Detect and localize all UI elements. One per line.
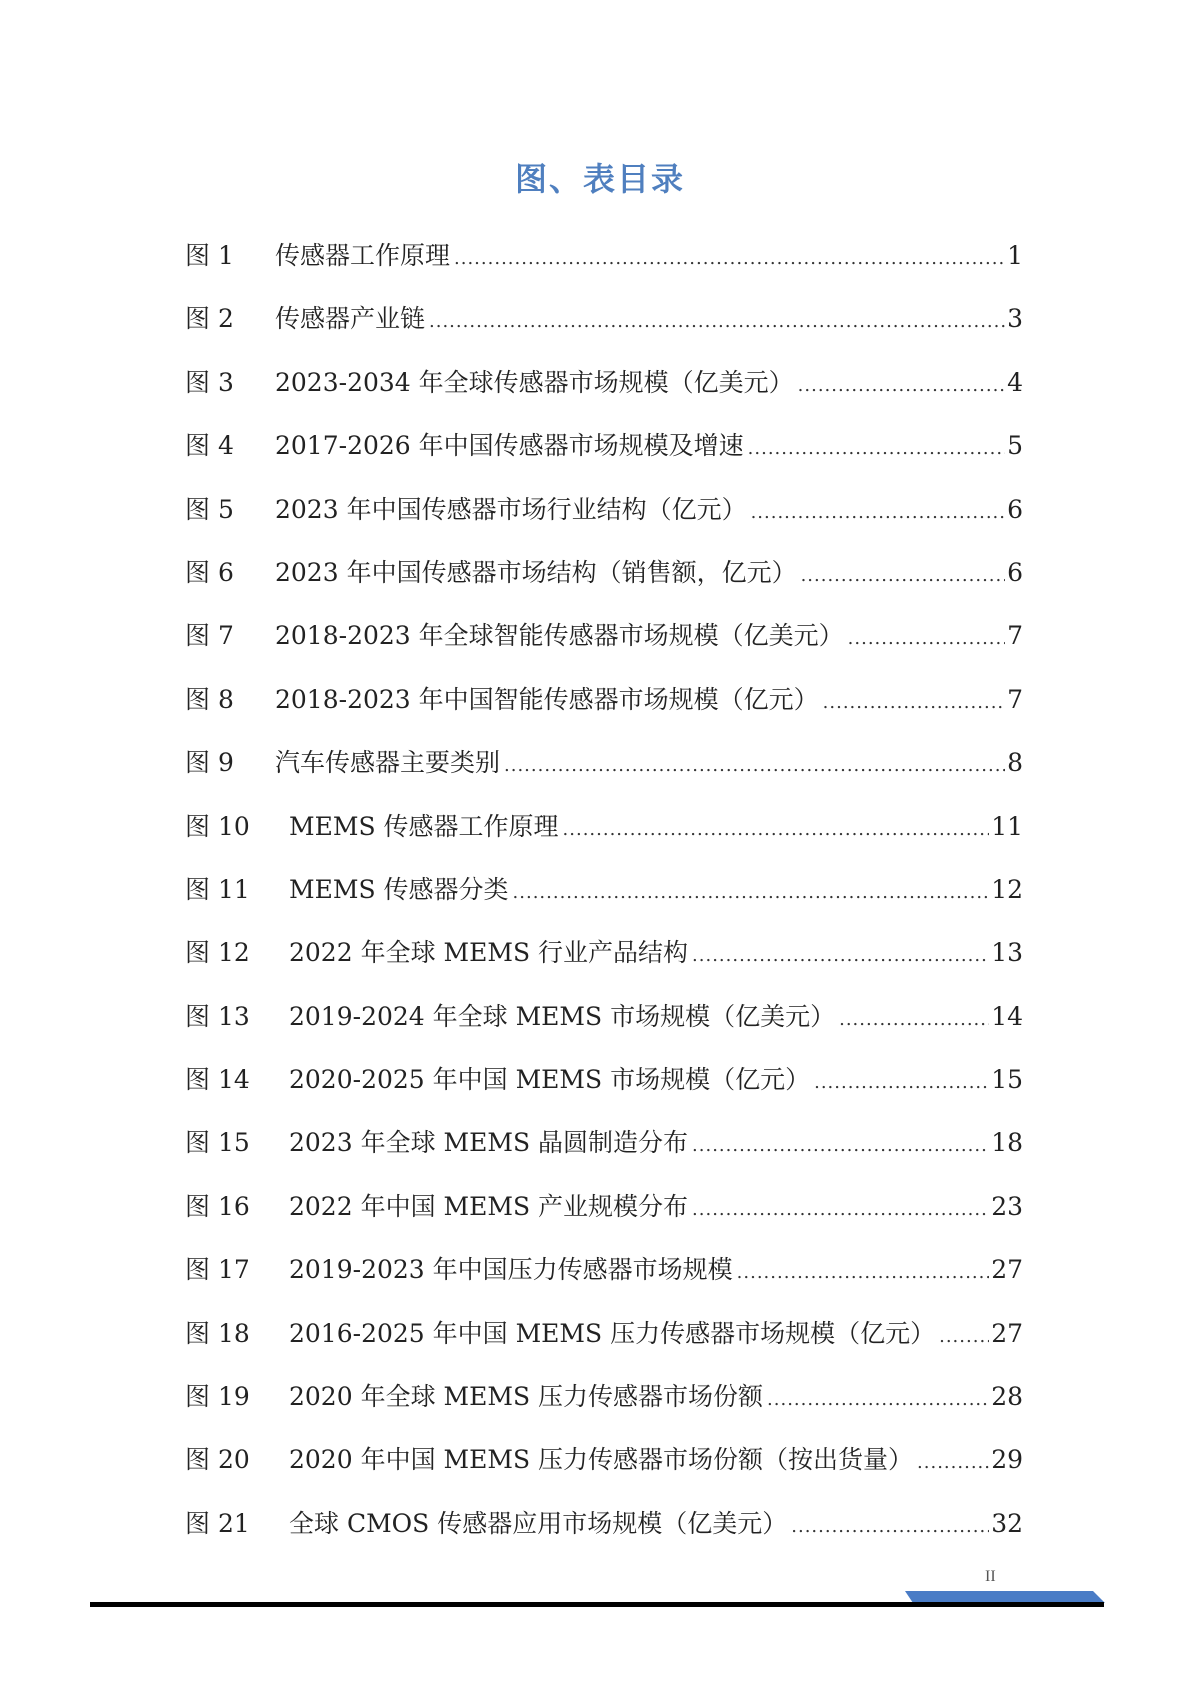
figure-title: 2019-2024 年全球 MEMS 市场规模（亿美元） — [289, 1001, 836, 1031]
leader-dots — [692, 1199, 989, 1220]
page-ref: 11 — [991, 811, 1023, 841]
page-ref: 18 — [991, 1128, 1023, 1158]
toc-entry[interactable] — [185, 490, 1023, 553]
figure-label: 图 17 — [185, 1255, 250, 1285]
page-ref: 8 — [1007, 748, 1023, 778]
figure-label: 图 2 — [185, 304, 234, 334]
toc-entry[interactable] — [185, 870, 1023, 933]
leader-dots — [917, 1452, 989, 1473]
toc-entry[interactable] — [185, 1123, 1023, 1186]
leader-dots — [791, 1516, 989, 1537]
page-ref: 1 — [1007, 241, 1023, 270]
page-ref: 5 — [1007, 431, 1023, 461]
toc-entry[interactable] — [185, 997, 1023, 1060]
leader-dots — [814, 1072, 989, 1093]
page-ref: 15 — [991, 1065, 1023, 1095]
page-ref: 14 — [991, 1001, 1023, 1031]
page-ref: 4 — [1007, 367, 1023, 397]
leader-dots — [767, 1389, 989, 1410]
figure-title: 2016-2025 年中国 MEMS 压力传感器市场规模（亿元） — [289, 1318, 936, 1348]
figure-label: 图 15 — [185, 1128, 250, 1158]
page-ref: 32 — [991, 1508, 1023, 1538]
toc-entry[interactable] — [185, 1314, 1023, 1377]
figure-table-of-contents — [185, 236, 1023, 1567]
page-ref: 28 — [991, 1382, 1023, 1412]
toc-entry[interactable] — [185, 616, 1023, 679]
page-ref: 23 — [991, 1191, 1023, 1221]
page-ref: 13 — [991, 938, 1023, 968]
leader-dots — [692, 1135, 989, 1156]
figure-label: 图 20 — [185, 1445, 250, 1475]
figure-label: 图 6 — [185, 557, 234, 587]
figure-title: 2017-2026 年中国传感器市场规模及增速 — [275, 431, 744, 461]
figure-title: 2020 年中国 MEMS 压力传感器市场份额（按出货量） — [289, 1445, 914, 1475]
leader-dots — [798, 375, 1005, 396]
toc-entry[interactable] — [185, 299, 1023, 362]
leader-dots — [823, 692, 1005, 713]
page-ref: 7 — [1007, 684, 1023, 714]
figure-title: MEMS 传感器分类 — [289, 874, 509, 904]
figure-title: 全球 CMOS 传感器应用市场规模（亿美元） — [289, 1508, 788, 1538]
toc-entry[interactable] — [185, 807, 1023, 870]
figure-title: 2022 年中国 MEMS 产业规模分布 — [289, 1191, 689, 1221]
figure-label: 图 3 — [185, 367, 234, 397]
figure-title: 汽车传感器主要类别 — [275, 748, 501, 778]
toc-entry[interactable] — [185, 1440, 1023, 1503]
leader-dots — [429, 311, 1005, 332]
leader-dots — [751, 502, 1006, 523]
figure-title: MEMS 传感器工作原理 — [289, 811, 559, 841]
leader-dots — [454, 248, 1005, 269]
toc-entry[interactable] — [185, 426, 1023, 489]
figure-title: 2023 年全球 MEMS 晶圆制造分布 — [289, 1128, 689, 1158]
figure-label: 图 18 — [185, 1318, 250, 1348]
page-ref: 7 — [1007, 621, 1023, 651]
leader-dots — [692, 945, 989, 966]
figure-label: 图 19 — [185, 1382, 250, 1412]
leader-dots — [737, 1262, 990, 1283]
figure-label: 图 12 — [185, 938, 250, 968]
figure-label: 图 1 — [185, 241, 234, 270]
figure-label: 图 11 — [185, 874, 250, 904]
toc-entry[interactable] — [185, 1187, 1023, 1250]
figure-label: 图 9 — [185, 748, 234, 778]
toc-entry[interactable] — [185, 1060, 1023, 1123]
page-ref: 6 — [1007, 557, 1023, 587]
figure-title: 2023 年中国传感器市场结构（销售额，亿元） — [275, 557, 797, 587]
page-title: 图、表目录 — [514, 160, 685, 198]
figure-label: 图 5 — [185, 494, 234, 524]
figure-title: 2019-2023 年中国压力传感器市场规模 — [289, 1255, 733, 1285]
toc-entry[interactable] — [185, 1504, 1023, 1567]
leader-dots — [748, 438, 1005, 459]
leader-dots — [848, 628, 1005, 649]
figure-label: 图 13 — [185, 1001, 250, 1031]
figure-label: 图 16 — [185, 1191, 250, 1221]
figure-label: 图 7 — [185, 621, 234, 651]
page-ref: 3 — [1007, 304, 1023, 334]
leader-dots — [504, 755, 1005, 776]
toc-entry[interactable] — [185, 553, 1023, 616]
figure-label: 图 14 — [185, 1065, 250, 1095]
page-ref: 12 — [991, 874, 1023, 904]
figure-title: 传感器工作原理 — [275, 241, 451, 270]
figure-title: 2022 年全球 MEMS 行业产品结构 — [289, 938, 689, 968]
figure-title: 2018-2023 年全球智能传感器市场规模（亿美元） — [275, 621, 844, 651]
figure-title: 2020-2025 年中国 MEMS 市场规模（亿元） — [289, 1065, 811, 1095]
figure-title: 2020 年全球 MEMS 压力传感器市场份额 — [289, 1382, 764, 1412]
page-ref: 29 — [991, 1445, 1023, 1475]
toc-entry[interactable] — [185, 933, 1023, 996]
figure-title: 2018-2023 年中国智能传感器市场规模（亿元） — [275, 684, 819, 714]
toc-entry[interactable] — [185, 743, 1023, 806]
leader-dots — [563, 819, 990, 840]
figure-label: 图 10 — [185, 811, 250, 841]
leader-dots — [839, 1009, 989, 1030]
leader-dots — [939, 1326, 989, 1347]
toc-entry[interactable] — [185, 680, 1023, 743]
toc-entry[interactable] — [185, 236, 1023, 299]
page-number: II — [985, 1568, 996, 1585]
leader-dots — [801, 565, 1006, 586]
figure-label: 图 4 — [185, 431, 234, 461]
figure-title: 传感器产业链 — [275, 304, 426, 334]
footer-rule — [90, 1602, 1104, 1607]
figure-title: 2023-2034 年全球传感器市场规模（亿美元） — [275, 367, 794, 397]
page-ref: 27 — [991, 1255, 1023, 1285]
page-ref: 6 — [1007, 494, 1023, 524]
page-ref: 27 — [991, 1318, 1023, 1348]
toc-entry[interactable] — [185, 1250, 1023, 1313]
leader-dots — [513, 882, 990, 903]
figure-title: 2023 年中国传感器市场行业结构（亿元） — [275, 494, 747, 524]
toc-entry[interactable] — [185, 363, 1023, 426]
figure-label: 图 8 — [185, 684, 234, 714]
toc-entry[interactable] — [185, 1377, 1023, 1440]
figure-label: 图 21 — [185, 1508, 250, 1538]
